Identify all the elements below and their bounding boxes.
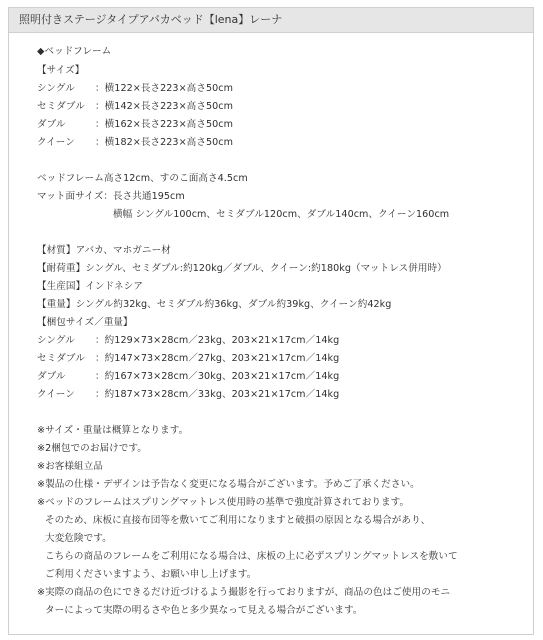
size-row-double [37, 118, 233, 132]
title-bar [8, 7, 534, 33]
page-title: 照明付きステージタイプアバカベッド【lena】レーナ [19, 13, 283, 26]
size-heading: 【サイズ】 [37, 65, 85, 76]
package-value: ：約187×73×28cm／33kg、203×21×17cm／14kg [95, 389, 340, 400]
note-line: ※2梱包でのお届けです。 [37, 443, 147, 454]
note-line: ターによって実際の明るさや色と多少異なって見える場合がございます。 [45, 605, 363, 616]
package-value: ：約129×73×28cm／23kg、203×21×17cm／14kg [95, 335, 340, 346]
package-label: シングル [37, 335, 75, 346]
package-row-queen [37, 388, 339, 402]
size-label: セミダブル [37, 101, 85, 112]
material-text: 【材質】アバカ、マホガニー材 [37, 245, 171, 256]
note-line: こちらの商品のフレームをご利用になる場合は、床板の上に必ずスプリングマットレスを敷いて [45, 551, 458, 562]
package-label: セミダブル [37, 353, 85, 364]
package-label: クイーン [37, 389, 75, 400]
note-line: そのため、床板に直接布団等を敷いてご利用になりますと破損の原因となる場合があり、 [45, 515, 431, 526]
package-value: ：約147×73×28cm／27kg、203×21×17cm／14kg [95, 353, 340, 364]
size-value: ：横142×長さ223×高さ50cm [95, 101, 233, 112]
package-row-double [37, 370, 339, 384]
size-label: クイーン [37, 137, 75, 148]
size-row-semidouble [37, 100, 233, 114]
note-line: ご利用くださいますよう、お願い申し上げます。 [45, 569, 257, 580]
size-value: ：横162×長さ223×高さ50cm [95, 119, 233, 130]
note-line: ※お客様組立品 [37, 461, 103, 472]
note-line: ※製品の仕様・デザインは予告なく変更になる場合がございます。予めご了承ください。 [37, 479, 420, 490]
package-heading: 【梱包サイズ／重量】 [37, 317, 133, 328]
mattress-surface-text: マット面サイズ：長さ共通195cm [37, 191, 185, 202]
frame-heading: ◆ベッドフレーム [37, 46, 112, 57]
note-line: 大変危険です。 [45, 533, 112, 544]
package-value: ：約167×73×28cm／30kg、203×21×17cm／14kg [95, 371, 340, 382]
mattress-width-text: 横幅 シングル100cm、セミダブル120cm、ダブル140cm、クイーン160cm [113, 209, 450, 220]
size-label: ダブル [37, 119, 66, 130]
origin-text: 【生産国】インドネシア [37, 281, 143, 292]
size-row-single [37, 82, 233, 96]
load-text: 【耐荷重】シングル、セミダブル:約120kg／ダブル、クイーン:約180kg（マットレス併用時） [37, 263, 447, 274]
package-row-semidouble [37, 352, 339, 366]
note-line: ※ベッドのフレームはスプリングマットレス使用時の基準で強度計算されております。 [37, 497, 410, 508]
size-value: ：横122×長さ223×高さ50cm [95, 83, 233, 94]
size-row-queen [37, 136, 233, 150]
frame-height-text: ベッドフレーム高さ12cm、すのこ面高さ4.5cm [37, 173, 248, 184]
weight-text: 【重量】シングル約32kg、セミダブル約36kg、ダブル約39kg、クイーン約42kg [37, 299, 392, 310]
size-label: シングル [37, 83, 75, 94]
size-value: ：横182×長さ223×高さ50cm [95, 137, 233, 148]
note-line: ※実際の商品の色にできるだけ近づけるよう撮影を行っておりますが、商品の色はご使用のモニ [37, 587, 451, 598]
package-label: ダブル [37, 371, 66, 382]
note-line: ※サイズ・重量は概算となります。 [37, 425, 189, 436]
spec-panel [8, 33, 534, 635]
package-row-single [37, 334, 339, 348]
